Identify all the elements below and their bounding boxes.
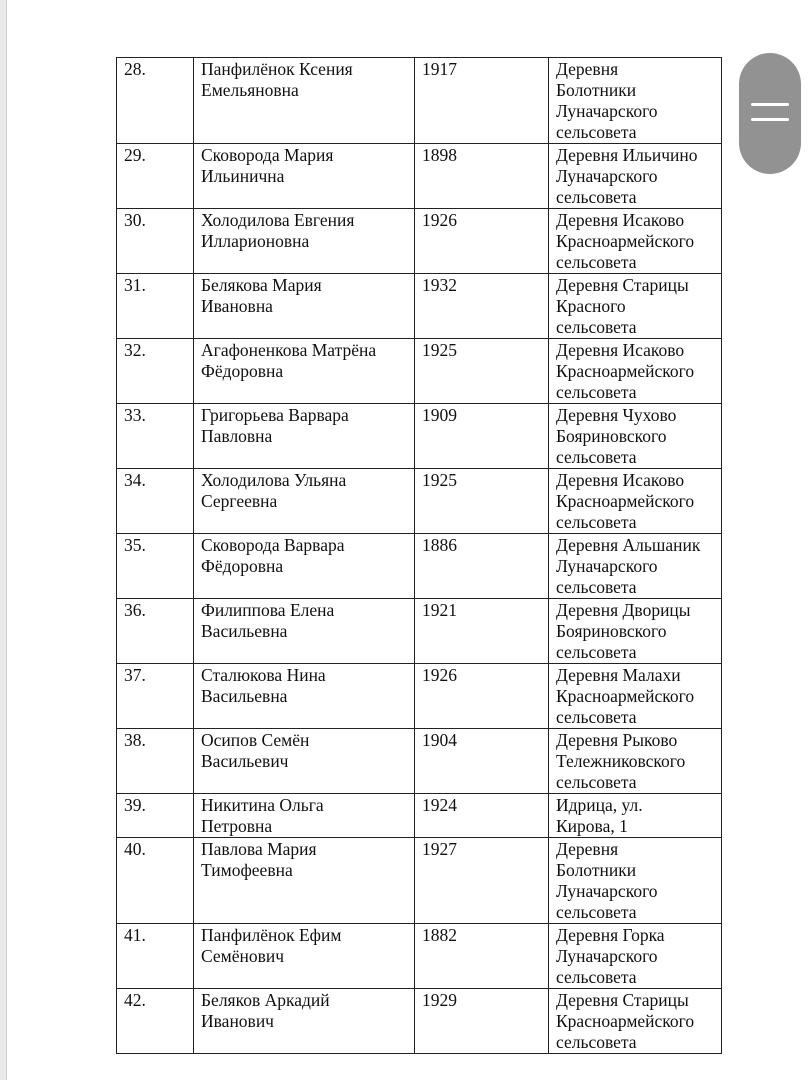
table-row [117,274,722,339]
person-name-line: Сталюкова Нина [201,665,326,685]
place-line: сельсовета [556,512,637,532]
table-row [117,58,722,144]
person-name [194,664,415,729]
place-line: Бояриновского [556,621,667,641]
person-name [194,729,415,794]
place-line: Деревня Дворицы [556,600,691,620]
birth-year: 1886 [415,534,549,599]
place-of-origin [549,144,722,209]
place-of-origin [549,599,722,664]
place-line: Луначарского [556,556,658,576]
birth-year: 1904 [415,729,549,794]
place-of-origin [549,924,722,989]
person-name-line: Холодилова Ульяна [201,470,347,490]
place-line: сельсовета [556,902,637,922]
table-row [117,729,722,794]
table-row [117,989,722,1054]
person-name-line: Агафоненкова Матрёна [201,340,377,360]
person-name-line: Васильевна [201,686,288,706]
place-of-origin [549,209,722,274]
place-of-origin [549,339,722,404]
place-line: Красноармейского [556,1011,695,1031]
place-line: Деревня Альшаник [556,535,701,555]
person-name-line: Фёдоровна [201,361,284,381]
person-name-line: Григорьева Варвара [201,405,349,425]
birth-year: 1917 [415,58,549,144]
person-name-line: Иванович [201,1011,274,1031]
row-number: 30. [117,209,194,274]
row-number: 31. [117,274,194,339]
place-of-origin [549,469,722,534]
row-number: 34. [117,469,194,534]
person-name-line: Ильинична [201,166,285,186]
row-number: 32. [117,339,194,404]
person-name [194,924,415,989]
person-name-line: Васильевна [201,621,288,641]
person-name-line: Тимофеевна [201,860,293,880]
table-row [117,599,722,664]
hamburger-menu-icon [751,103,789,123]
person-name-line: Белякова Мария [201,275,322,295]
person-name-line: Сергеевна [201,491,278,511]
birth-year: 1924 [415,794,549,838]
place-line: Красноармейского [556,491,695,511]
place-line: сельсовета [556,642,637,662]
row-number: 38. [117,729,194,794]
place-line: Деревня Исаково [556,210,685,230]
birth-year: 1882 [415,924,549,989]
place-line: сельсовета [556,317,637,337]
person-name-line: Ивановна [201,296,273,316]
records-table [116,57,722,1054]
birth-year: 1929 [415,989,549,1054]
place-of-origin [549,838,722,924]
place-line: Красноармейского [556,686,695,706]
place-line: Деревня Исаково [556,340,685,360]
place-of-origin [549,274,722,339]
birth-year: 1921 [415,599,549,664]
place-line: сельсовета [556,772,637,792]
person-name-line: Сковорода Мария [201,145,334,165]
person-name [194,794,415,838]
place-line: Красноармейского [556,231,695,251]
person-name-line: Фёдоровна [201,556,284,576]
place-line: сельсовета [556,122,637,142]
person-name-line: Панфилёнок Ефим [201,925,342,945]
row-number: 40. [117,838,194,924]
person-name-line: Емельяновна [201,80,299,100]
person-name [194,58,415,144]
person-name-line: Сковорода Варвара [201,535,345,555]
table-row [117,838,722,924]
place-line: Деревня Чухово [556,405,677,425]
table-row [117,924,722,989]
place-line: Деревня Горка [556,925,665,945]
place-line: Кирова, 1 [556,816,628,836]
person-name [194,144,415,209]
row-number: 42. [117,989,194,1054]
table-row [117,794,722,838]
table-row [117,664,722,729]
person-name [194,534,415,599]
place-of-origin [549,664,722,729]
place-line: Красного [556,296,626,316]
place-of-origin [549,989,722,1054]
place-line: Деревня Малахи [556,665,681,685]
place-line: сельсовета [556,967,637,987]
records-table-body [117,58,722,1054]
person-name [194,838,415,924]
person-name-line: Беляков Аркадий [201,990,330,1010]
place-line: Деревня [556,59,619,79]
table-row [117,209,722,274]
place-line: сельсовета [556,447,637,467]
person-name [194,599,415,664]
place-line: сельсовета [556,577,637,597]
row-number: 28. [117,58,194,144]
place-line: сельсовета [556,252,637,272]
row-number: 36. [117,599,194,664]
place-line: Бояриновского [556,426,667,446]
person-name-line: Семёнович [201,946,285,966]
person-name-line: Филиппова Елена [201,600,335,620]
place-line: Деревня Ильичино [556,145,698,165]
place-line: Деревня Рыково [556,730,678,750]
place-of-origin [549,404,722,469]
person-name-line: Никитина Ольга [201,795,324,815]
place-line: Деревня [556,839,619,859]
person-name [194,989,415,1054]
person-name-line: Холодилова Евгения [201,210,355,230]
person-name-line: Илларионовна [201,231,310,251]
birth-year: 1926 [415,209,549,274]
place-line: сельсовета [556,707,637,727]
place-line: Болотники [556,860,637,880]
place-of-origin [549,534,722,599]
person-name-line: Осипов Семён [201,730,310,750]
birth-year: 1898 [415,144,549,209]
row-number: 39. [117,794,194,838]
table-row [117,404,722,469]
person-name-line: Панфилёнок Ксения [201,59,353,79]
row-number: 35. [117,534,194,599]
place-line: Деревня Старицы [556,990,689,1010]
place-line: Луначарского [556,881,658,901]
birth-year: 1909 [415,404,549,469]
page-left-edge [0,0,7,1080]
birth-year: 1926 [415,664,549,729]
row-number: 29. [117,144,194,209]
place-of-origin [549,794,722,838]
table-row [117,469,722,534]
row-number: 33. [117,404,194,469]
place-line: Красноармейского [556,361,695,381]
person-name-line: Васильевич [201,751,289,771]
person-name [194,469,415,534]
place-line: Луначарского [556,101,658,121]
person-name-line: Петровна [201,816,273,836]
place-line: Идрица, ул. [556,795,643,815]
birth-year: 1925 [415,469,549,534]
person-name [194,274,415,339]
birth-year: 1932 [415,274,549,339]
birth-year: 1925 [415,339,549,404]
menu-button[interactable] [739,53,801,174]
place-line: Болотники [556,80,637,100]
birth-year: 1927 [415,838,549,924]
table-row [117,339,722,404]
person-name [194,339,415,404]
place-line: сельсовета [556,187,637,207]
place-line: сельсовета [556,382,637,402]
place-line: Луначарского [556,166,658,186]
person-name-line: Павловна [201,426,273,446]
place-line: сельсовета [556,1032,637,1052]
place-line: Деревня Исаково [556,470,685,490]
row-number: 41. [117,924,194,989]
table-row [117,144,722,209]
person-name [194,404,415,469]
place-line: Тележниковского [556,751,686,771]
place-line: Деревня Старицы [556,275,689,295]
place-line: Луначарского [556,946,658,966]
place-of-origin [549,58,722,144]
person-name-line: Павлова Мария [201,839,317,859]
row-number: 37. [117,664,194,729]
person-name [194,209,415,274]
table-row [117,534,722,599]
place-of-origin [549,729,722,794]
